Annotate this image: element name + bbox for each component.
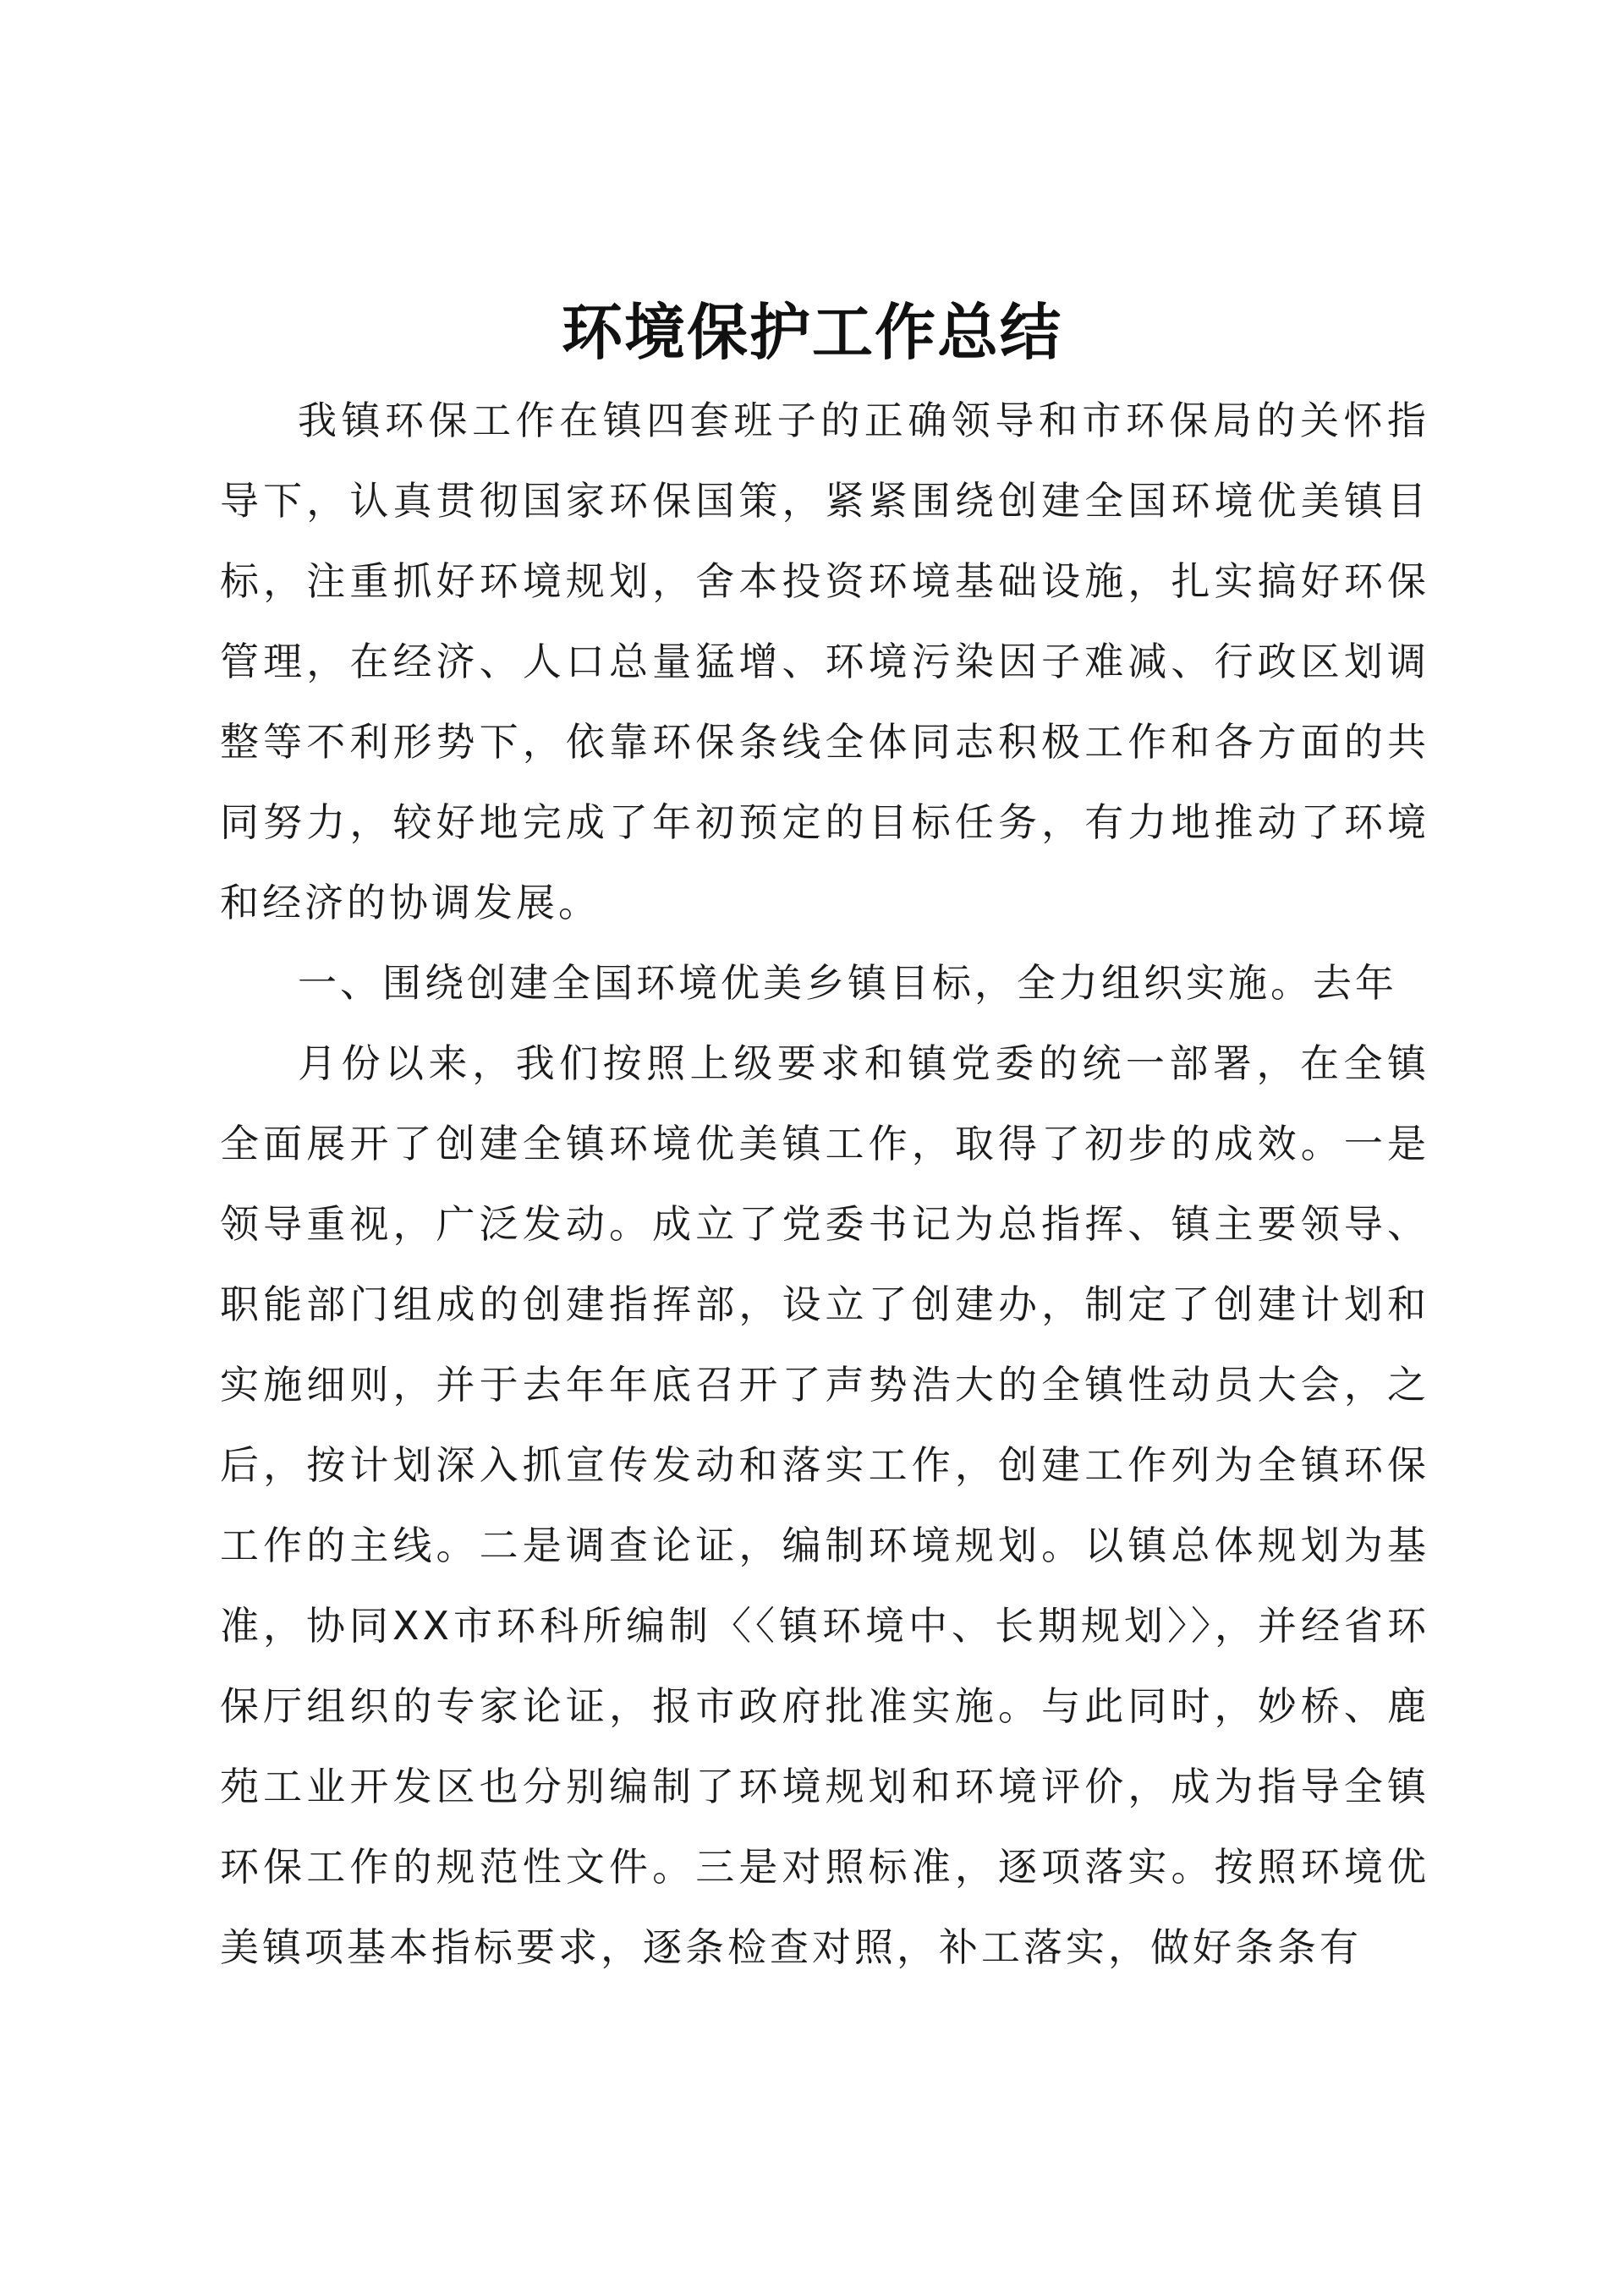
paragraph-section-one-heading: 一、围绕创建全国环境优美乡镇目标，全力组织实施。去年 [298,960,1397,1006]
paragraph-section-one-body: 月份以来，我们按照上级要求和镇党委的统一部署，在全镇全面展开了创建全镇环境优美镇工作，取得了初步的成效。一是领导重视，广泛发动。成立了党委书记为总指挥、镇主要领导、职能部门组成的创建指挥部，设立了创建办，制定了创建计划和实施细则，并于去年年底召开了声势浩大的全镇性动员大会，之后，按计划深入抓宣传发动和落实工作，创建工作列为全镇环保工作的主线。二是调查论证，编制环境规划。以镇总体规划为基准，协同XX市环科所编制〈〈镇环境中、长期规划〉〉，并经省环保厅组织的专家论证，报市政府批准实施。与此同时，妙桥、鹿苑工业开发区也分别编制了环境规划和环境评价，成为指导全镇环保工作的规范性文件。三是对照标准，逐项落实。按照环境优美镇项基本指标要求，逐条检查对照，补工落实，做好条条有 [220,1040,1429,1970]
paragraph-intro: 我镇环保工作在镇四套班子的正确领导和市环保局的关怀指导下，认真贯彻国家环保国策，紧紧围绕创建全国环境优美镇目标，注重抓好环境规划，舍本投资环境基础设施，扎实搞好环保管理，在经济、人口总量猛增、环境污染因子难减、行政区划调整等不利形势下，依靠环保条线全体同志积极工作和各方面的共同努力，较好地完成了年初预定的目标任务，有力地推动了环境和经济的协调发展。 [220,398,1429,925]
document-body [220,381,1429,1988]
document-title: 环境保护工作总结 [561,296,1062,368]
